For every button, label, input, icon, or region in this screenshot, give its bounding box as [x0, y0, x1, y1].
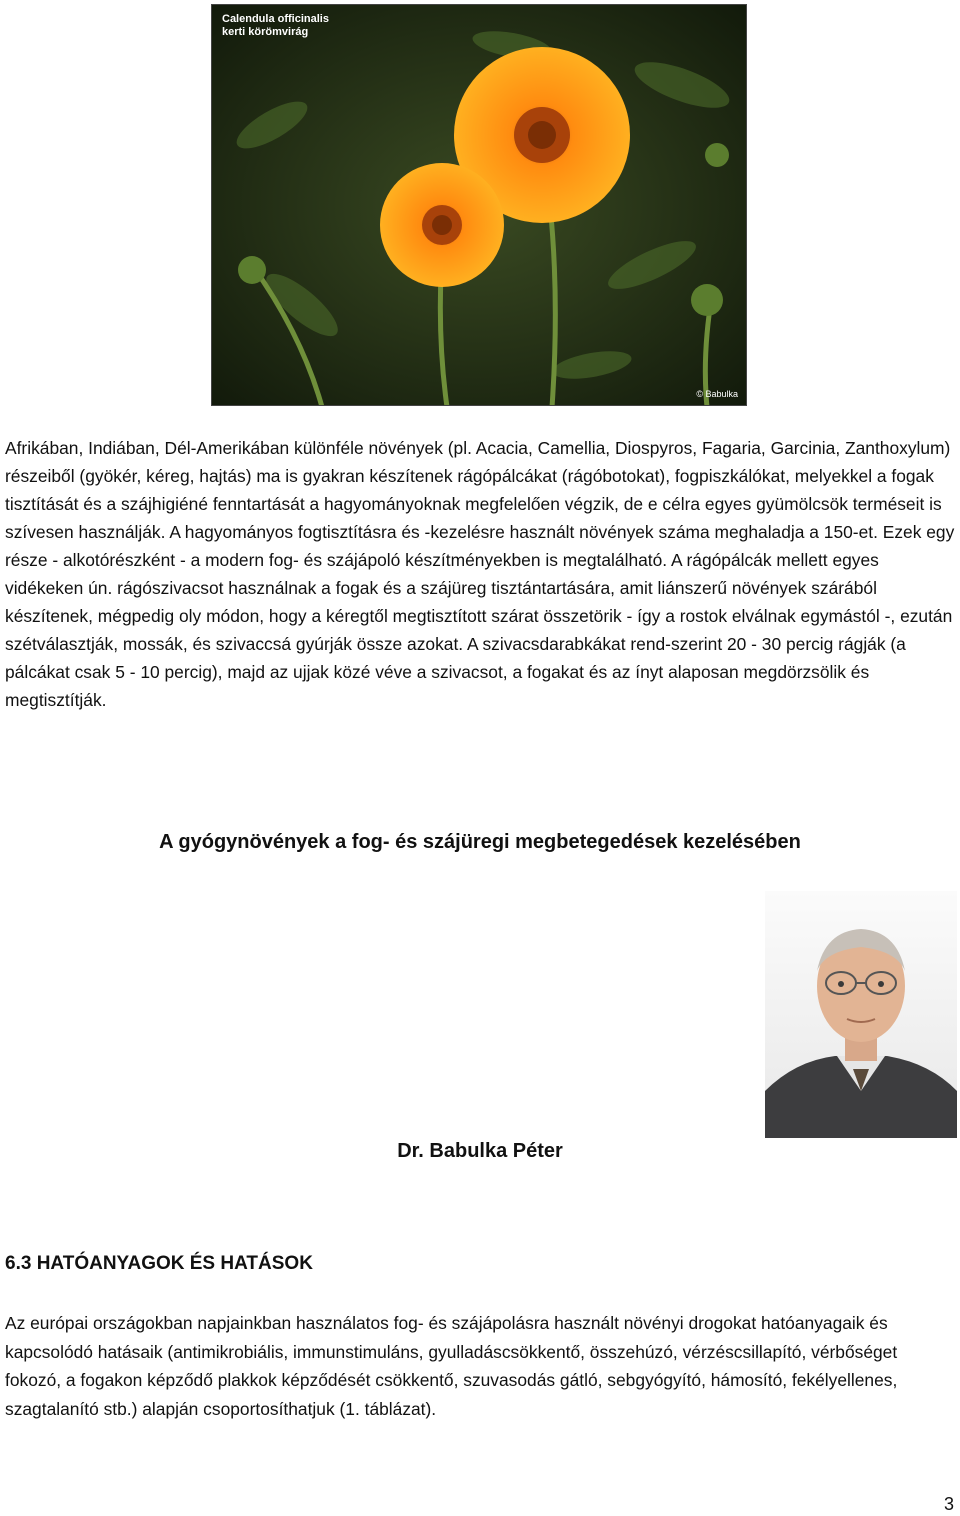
- section-title: 6.3 HATÓANYAGOK ÉS HATÁSOK: [5, 1253, 313, 1274]
- photo-caption: [222, 13, 329, 39]
- calendula-photo: [211, 4, 747, 406]
- caption-common-name: kerti körömvirág: [222, 26, 309, 38]
- author-portrait: [765, 891, 957, 1138]
- page-number: 3: [943, 1494, 954, 1514]
- photo-copyright: © Babulka: [696, 389, 738, 399]
- author-name: Dr. Babulka Péter: [397, 1140, 563, 1162]
- section-heading: A gyógynövények a fog- és szájüregi megbetegedések kezelésében: [159, 831, 801, 853]
- caption-latin-name: Calendula officinalis: [222, 13, 329, 25]
- intro-paragraph: Afrikában, Indiában, Dél-Amerikában különféle növények (pl. Acacia, Camellia, Diospyros, Fagaria, Garcinia, Zanthoxylum) részeiből (gyökér, kéreg, hajtás) ma is gyakran készítenek rágópálcákat (rágóbotokat), fogpiszkálókat, melyekkel a fogak tisztítását és a szájhigiéné fenntartását a hagyományoknak megfelelően végzik, de e célra egyes gyümölcsök terméseit is szívesen használják. A hagyományos fogtisztításra és -kezelésre használt növények száma meghaladja a 150-et. Ezek egy része - alkotórészként - a modern fog- és szájápoló készítményekben is megtalálható. A rágópálcák mellett egyes vidékeken ún. rágószivacsot használnak a fogak és a szájüreg tisztántartására, amit liánszerű növények szárából készítenek, mégpedig oly módon, hogy a kéregtől megtisztított szárat összetörik - így a rostok elválnak egymástól -, ezután szétválasztják, mossák, és szivaccsá gyúrják össze azokat. A szivacsdarabkákat rend-szerint 20 - 30 percig rágják (a pálcákat csak 5 - 10 percig), majd az ujjak közé véve a szivacsot, a fogakat és az ínyt alaposan megdörzsölik és megtisztítják.: [5, 438, 955, 710]
- body-paragraph: Az európai országokban napjainkban használatos fog- és szájápolásra használt növényi drogokat hatóanyagaik és kapcsolódó hatásaik (antimikrobiális, immunstimuláns, gyulladáscsökkentő, összehúzó, vérzéscsillapító, vérbőséget fokozó, a fogakon képződő plakkok képződését csökkentő, szuvasodás gátló, sebgyógyító, hámosító, fekélyellenes, szagtalanító stb.) alapján csoportosíthatjuk (1. táblázat).: [5, 1313, 898, 1419]
- calendula-illustration: [212, 5, 747, 406]
- author-portrait-illustration: [765, 891, 957, 1138]
